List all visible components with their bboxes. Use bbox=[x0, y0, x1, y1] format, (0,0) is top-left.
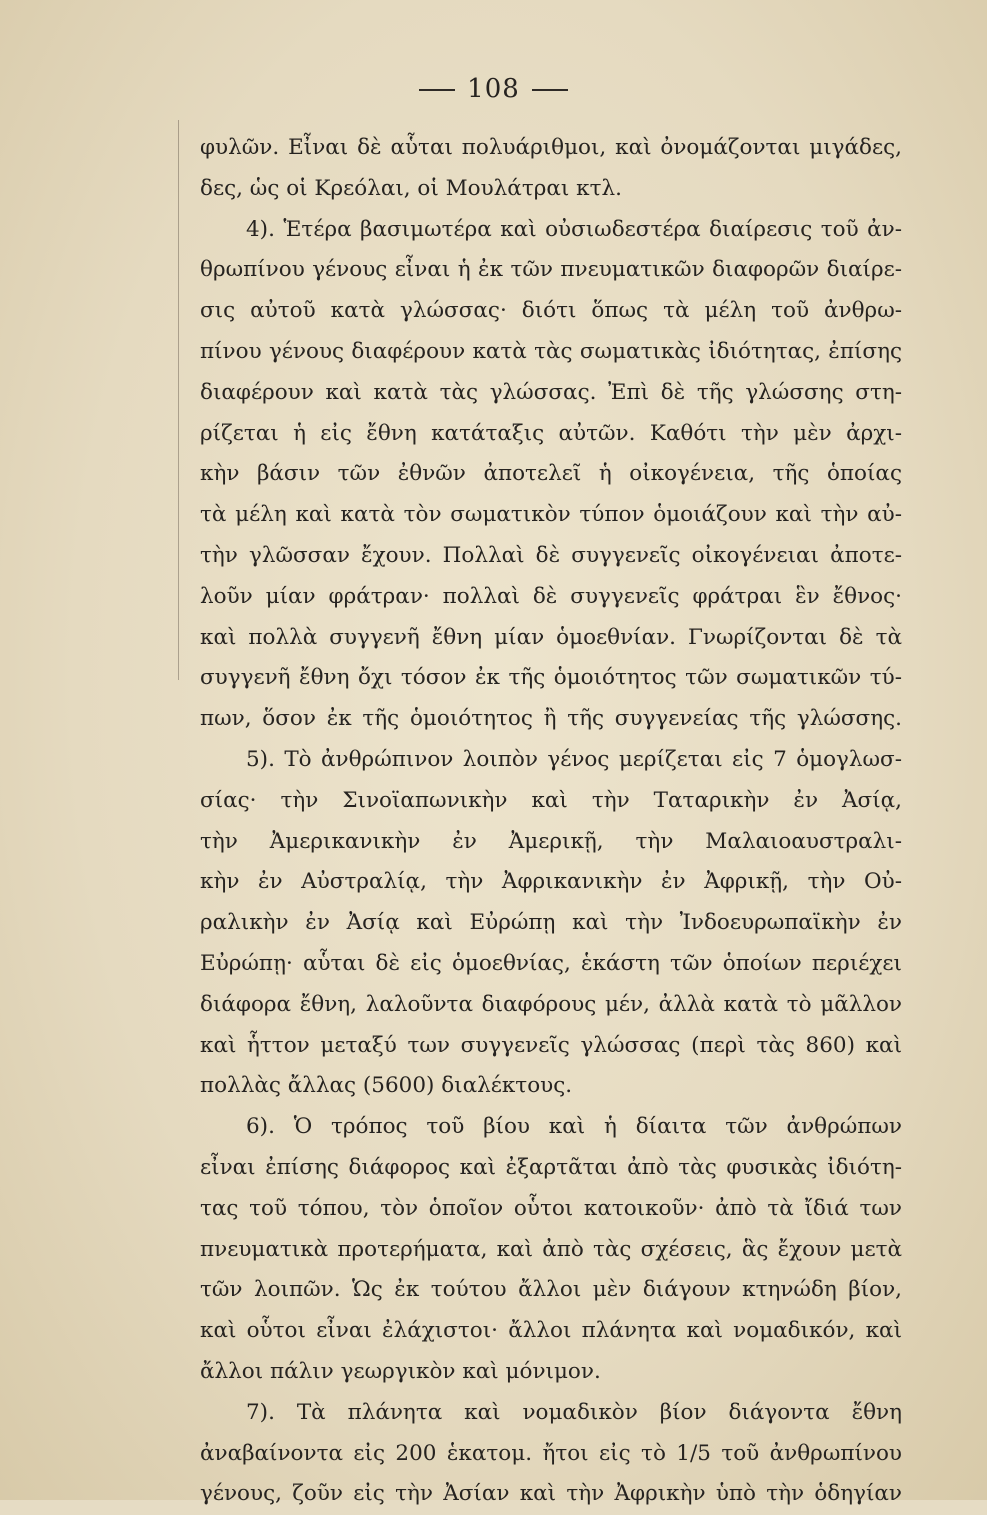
text-line: 5). Τὸ ἀνθρώπινον λοιπὸν γένος μερίζεται εἰς 7 ὁμογλωσ- bbox=[246, 746, 902, 772]
text-line: τὴν Ἀμερικανικὴν ἐν Ἀμερικῇ, τὴν Μαλαιοαυστραλι- bbox=[200, 828, 902, 854]
text-line: δες, ὡς οἱ Κρεόλαι, οἱ Μουλάτραι κτλ. bbox=[200, 175, 622, 201]
text-line: ἄλλοι πάλιν γεωργικὸν καὶ μόνιμον. bbox=[200, 1358, 601, 1384]
header-dash-right bbox=[532, 89, 568, 91]
text-line: 4). Ἑτέρα βασιμωτέρα καὶ οὐσιωδεστέρα διαίρεσις τοῦ ἀν- bbox=[246, 216, 902, 242]
text-line: πίνου γένους διαφέρουν κατὰ τὰς σωματικὰς ἰδιότητας, ἐπίσης bbox=[200, 338, 902, 364]
text-line: πολλὰς ἄλλας (5600) διαλέκτους. bbox=[200, 1073, 573, 1099]
text-line: καὶ οὗτοι εἶναι ἐλάχιστοι· ἄλλοι πλάνητα καὶ νομαδικόν, καὶ bbox=[200, 1318, 902, 1344]
text-line: τας τοῦ τόπου, τὸν ὁποῖον οὗτοι κατοικοῦν· ἀπὸ τὰ ἴδιά των bbox=[200, 1195, 902, 1221]
text-line: διάφορα ἔθνη, λαλοῦντα διαφόρους μέν, ἀλλὰ κατὰ τὸ μᾶλλον bbox=[200, 991, 902, 1017]
header-dash-left bbox=[419, 89, 455, 91]
page-margin-rule bbox=[178, 120, 179, 680]
text-line: τῶν λοιπῶν. Ὡς ἐκ τούτου ἄλλοι μὲν διάγουν κτηνώδη βίον, bbox=[200, 1277, 902, 1303]
text-line: θρωπίνου γένους εἶναι ἡ ἐκ τῶν πνευματικῶν διαφορῶν διαίρε- bbox=[200, 257, 902, 283]
text-line: 7). Τὰ πλάνητα καὶ νομαδικὸν βίον διάγοντα ἔθνη bbox=[246, 1399, 902, 1425]
text-line: κὴν ἐν Αὐστραλίᾳ, τὴν Ἀφρικανικὴν ἐν Ἀφρικῇ, τὴν Οὐ- bbox=[200, 869, 902, 895]
text-line: καὶ πολλὰ συγγενῆ ἔθνη μίαν ὁμοεθνίαν. Γνωρίζονται δὲ τὰ bbox=[200, 624, 902, 650]
text-line: καὶ ἧττον μεταξύ των συγγενεῖς γλώσσας (περὶ τὰς 860) καὶ bbox=[200, 1032, 902, 1058]
text-line: πνευματικὰ προτερήματα, καὶ ἀπὸ τὰς σχέσεις, ἃς ἔχουν μετὰ bbox=[200, 1236, 902, 1262]
text-line: γένους, ζοῦν εἰς τὴν Ἀσίαν καὶ τὴν Ἀφρικὴν ὑπὸ τὴν ὁδηγίαν bbox=[200, 1481, 902, 1507]
text-line: τὰ μέλη καὶ κατὰ τὸν σωματικὸν τύπον ὁμοιάζουν καὶ τὴν αὐ- bbox=[200, 502, 902, 528]
text-line: ραλικὴν ἐν Ἀσίᾳ καὶ Εὐρώπῃ καὶ τὴν Ἰνδοευρωπαϊκὴν ἐν bbox=[200, 910, 902, 936]
text-line: 6). Ὁ τρόπος τοῦ βίου καὶ ἡ δίαιτα τῶν ἀνθρώπων bbox=[246, 1114, 902, 1140]
text-line: πων, ὅσον ἐκ τῆς ὁμοιότητος ἢ τῆς συγγενείας τῆς γλώσσης. bbox=[200, 706, 902, 732]
text-line: Εὐρώπῃ· αὗται δὲ εἰς ὁμοεθνίας, ἑκάστη τῶν ὁποίων περιέχει bbox=[200, 950, 902, 976]
text-line: ρίζεται ἡ εἰς ἔθνη κατάταξις αὐτῶν. Καθότι τὴν μὲν ἀρχι- bbox=[200, 420, 902, 446]
text-line: φυλῶν. Εἶναι δὲ αὗται πολυάριθμοι, καὶ ὀνομάζονται μιγάδες, bbox=[200, 135, 902, 160]
body-text bbox=[200, 128, 902, 1515]
page-number: 108 bbox=[467, 74, 520, 104]
text-line: σις αὐτοῦ κατὰ γλώσσας· διότι ὅπως τὰ μέλη τοῦ ἀνθρω- bbox=[200, 298, 902, 324]
text-line: κὴν βάσιν τῶν ἐθνῶν ἀποτελεῖ ἡ οἰκογένεια, τῆς ὁποίας bbox=[200, 461, 902, 487]
text-line: εἶναι ἐπίσης διάφορος καὶ ἐξαρτᾶται ἀπὸ τὰς φυσικὰς ἰδιότη- bbox=[200, 1154, 902, 1180]
text-line: διαφέρουν καὶ κατὰ τὰς γλώσσας. Ἐπὶ δὲ τῆς γλώσσης στη- bbox=[200, 379, 902, 405]
text-line: λοῦν μίαν φράτραν· πολλαὶ δὲ συγγενεῖς φράτραι ἓν ἔθνος· bbox=[200, 583, 902, 609]
text-line: σίας· τὴν Σινοϊαπωνικὴν καὶ τὴν Ταταρικὴν ἐν Ἀσίᾳ, bbox=[200, 787, 902, 813]
text-line: συγγενῆ ἔθνη ὄχι τόσον ἐκ τῆς ὁμοιότητος τῶν σωματικῶν τύ- bbox=[200, 665, 902, 691]
page-header bbox=[0, 74, 987, 104]
text-line: ἀναβαίνοντα εἰς 200 ἑκατομ. ἤτοι εἰς τὸ 1/5 τοῦ ἀνθρωπίνου bbox=[200, 1440, 902, 1466]
text-line: τὴν γλῶσσαν ἔχουν. Πολλαὶ δὲ συγγενεῖς οἰκογένειαι ἀποτε- bbox=[200, 542, 902, 568]
